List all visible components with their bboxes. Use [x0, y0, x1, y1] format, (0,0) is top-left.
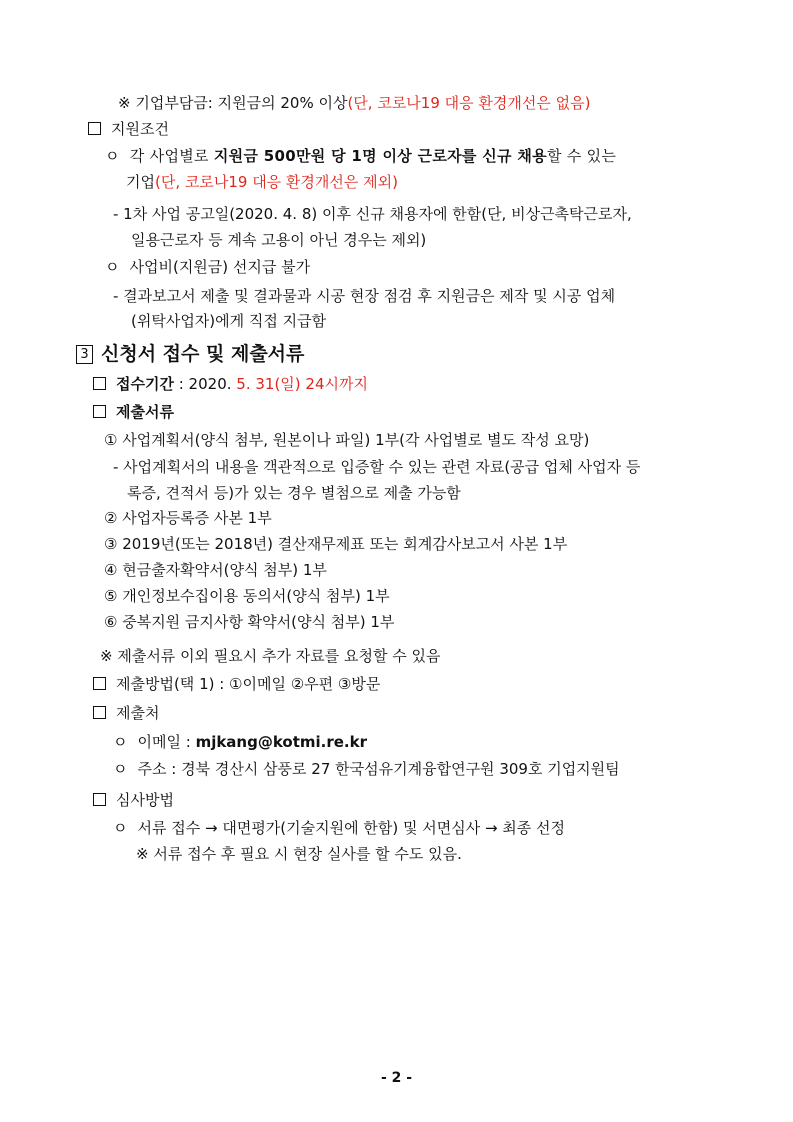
doc-item-1-note-text-2: 록증, 견적서 등)가 있는 경우 별첨으로 제출 가능함	[127, 484, 461, 502]
doc-item-5	[104, 585, 390, 607]
condition-hiring-suffix: 할 수 있는	[546, 147, 617, 165]
doc-item-3	[104, 533, 567, 555]
review-note	[136, 843, 462, 865]
period-value: 5. 31(일) 24시까지	[236, 375, 368, 393]
circle-bullet-icon: ㅇ	[105, 147, 120, 165]
doc-item-3-text: ③ 2019년(또는 2018년) 결산재무제표 또는 회계감사보고서 사본 1부	[104, 535, 568, 553]
doc-item-2	[104, 507, 272, 529]
doc-item-1-text: ① 사업계획서(양식 첨부, 원본이나 파일) 1부(각 사업별로 별도 작성 요망)	[104, 431, 590, 449]
doc-item-6-text: ⑥ 중복지원 금지사항 확약서(양식 첨부) 1부	[104, 613, 395, 631]
docs-heading	[93, 401, 174, 423]
page-number: - 2 -	[380, 1070, 413, 1086]
doc-item-2-text: ② 사업자등록증 사본 1부	[104, 509, 272, 527]
doc-item-4	[104, 559, 327, 581]
period-line	[93, 373, 368, 395]
submission-method-text: 제출방법(택 1) : ①이메일 ②우편 ③방문	[116, 675, 381, 693]
circle-bullet-icon: ㅇ	[113, 760, 128, 778]
docs-note-text: ※ 제출서류 이외 필요시 추가 자료를 요청할 수 있음	[100, 647, 441, 665]
docs-note	[100, 645, 441, 667]
condition-prepay-line	[105, 256, 310, 278]
checkbox-square-icon	[93, 677, 106, 690]
condition-hiring-prefix: 각 사업별로	[129, 147, 214, 165]
address-value: 경북 경산시 삼풍로 27 한국섬유기계융합연구원 309호 기업지원팀	[181, 760, 620, 778]
condition-prepay-detail-text-2: (위탁사업자)에게 직접 지급함	[131, 312, 327, 330]
circle-bullet-icon: ㅇ	[105, 258, 120, 276]
condition-hiring-detail-text-1: - 1차 사업 공고일(2020. 4. 8) 이후 신규 채용자에 한함(단, 비상근촉탁근로자,	[113, 205, 632, 223]
checkbox-square-icon	[93, 706, 106, 719]
docs-label: 제출서류	[116, 403, 174, 421]
checkbox-square-icon	[93, 793, 106, 806]
checkbox-square-icon	[93, 405, 106, 418]
review-label: 심사방법	[116, 791, 174, 809]
review-flow-text: 서류 접수 → 대면평가(기술지원에 한함) 및 서면심사 → 최종 선정	[137, 819, 566, 837]
doc-item-1-note-text-1: - 사업계획서의 내용을 객관적으로 입증할 수 있는 관련 자료(공급 업체 사업자 등	[113, 458, 641, 476]
address-label: 주소 :	[137, 760, 182, 778]
condition-hiring-detail-2	[131, 229, 426, 251]
condition-hiring-detail-1	[113, 203, 632, 225]
checkbox-square-icon	[88, 122, 101, 135]
doc-item-4-text: ④ 현금출자확약서(양식 첨부) 1부	[104, 561, 327, 579]
condition-company-word: 기업	[126, 173, 155, 191]
email-label: 이메일 :	[137, 733, 196, 751]
email-address[interactable]: mjkang@kotmi.re.kr	[195, 733, 368, 751]
section-3-heading	[76, 341, 304, 367]
doc-item-1-note-2	[127, 482, 461, 504]
condition-hiring-line	[105, 145, 616, 167]
review-heading	[93, 789, 174, 811]
condition-hiring-bold: 지원금 500만원 당 1명 이상 근로자를 신규 채용	[213, 147, 547, 165]
destination-label: 제출처	[116, 704, 160, 722]
support-conditions-label: 지원조건	[111, 120, 169, 138]
submission-method	[93, 673, 380, 695]
condition-hiring-exception: (단, 코로나19 대응 환경개선은 제외)	[154, 173, 398, 191]
doc-item-5-text: ⑤ 개인정보수집이용 동의서(양식 첨부) 1부	[104, 587, 390, 605]
condition-hiring-line-2	[126, 171, 398, 193]
email-line	[113, 731, 367, 753]
condition-prepay-text: 사업비(지원금) 선지급 불가	[129, 258, 311, 276]
condition-prepay-detail-1	[113, 285, 615, 307]
checkbox-square-icon	[93, 377, 106, 390]
doc-item-1	[104, 429, 589, 451]
circle-bullet-icon: ㅇ	[113, 733, 128, 751]
support-conditions-heading	[88, 118, 169, 140]
review-flow-line	[113, 817, 565, 839]
doc-item-6	[104, 611, 394, 633]
section-number-box: 3	[76, 345, 93, 364]
contribution-exception: (단, 코로나19 대응 환경개선은 없음)	[347, 94, 591, 112]
condition-hiring-detail-text-2: 일용근로자 등 계속 고용이 아닌 경우는 제외)	[131, 231, 427, 249]
circle-bullet-icon: ㅇ	[113, 819, 128, 837]
condition-prepay-detail-2	[131, 310, 326, 332]
doc-item-1-note-1	[113, 456, 640, 478]
condition-prepay-detail-text-1: - 결과보고서 제출 및 결과물과 시공 현장 점검 후 지원금은 제작 및 시공 업체	[113, 287, 616, 305]
destination-heading	[93, 702, 159, 724]
note-mark: ※	[118, 94, 131, 112]
period-label: 접수기간	[116, 375, 174, 393]
period-separator: : 2020.	[173, 375, 237, 393]
review-note-text: ※ 서류 접수 후 필요 시 현장 실사를 할 수도 있음.	[136, 845, 462, 863]
contribution-text: 기업부담금: 지원금의 20% 이상	[135, 94, 348, 112]
section-3-title: 신청서 접수 및 제출서류	[101, 343, 305, 365]
address-line	[113, 758, 620, 780]
contribution-line	[118, 92, 590, 114]
